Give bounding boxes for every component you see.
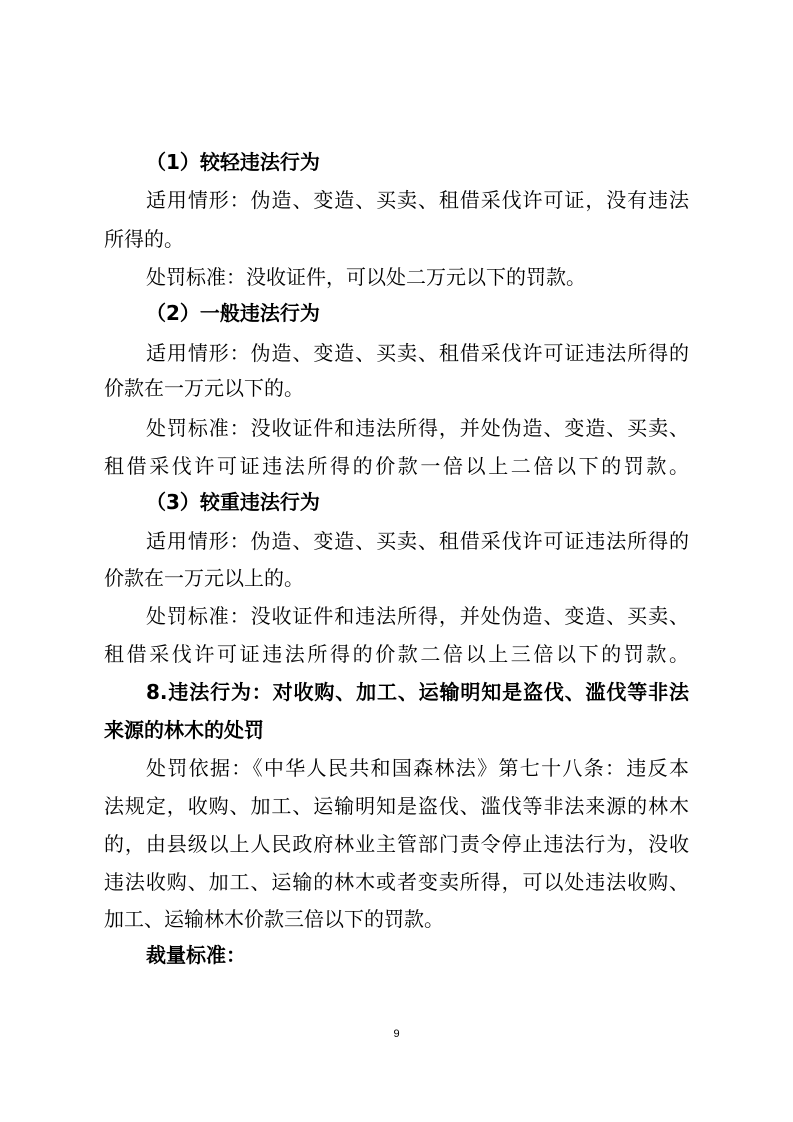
section-heading-8: 8.违法行为：对收购、加工、运输明知是盗伐、滥伐等非法 xyxy=(146,680,689,704)
paragraph-line: 违法收购、加工、运输的林木或者变卖所得，可以处违法收购、 xyxy=(104,870,689,894)
paragraph-line: 处罚标准：没收证件，可以处二万元以下的罚款。 xyxy=(146,265,586,289)
page-number: 9 xyxy=(393,1028,400,1040)
paragraph-line: 适用情形：伪造、变造、买卖、租借采伐许可证，没有违法 xyxy=(146,188,689,212)
heading-serious-violation: （3）较重违法行为 xyxy=(146,490,320,514)
paragraph-line: 处罚标准：没收证件和违法所得，并处伪造、变造、买卖、 xyxy=(146,604,689,628)
paragraph-line: 适用情形：伪造、变造、买卖、租借采伐许可证违法所得的 xyxy=(146,341,689,365)
paragraph-line: 加工、运输林木价款三倍以下的罚款。 xyxy=(104,907,444,931)
paragraph-line: 租借采伐许可证违法所得的价款二倍以上三倍以下的罚款。 xyxy=(104,642,689,666)
heading-general-violation: （2）一般违法行为 xyxy=(146,301,320,325)
paragraph-line: 所得的。 xyxy=(104,227,184,251)
paragraph-line: 价款在一万元以下的。 xyxy=(104,376,304,400)
paragraph-line: 租借采伐许可证违法所得的价款一倍以上二倍以下的罚款。 xyxy=(104,454,689,478)
section-heading-8-continued: 来源的林木的处罚 xyxy=(104,718,264,742)
paragraph-line: 价款在一万元以上的。 xyxy=(104,566,304,590)
heading-discretion-standard: 裁量标准： xyxy=(146,943,246,967)
paragraph-line: 处罚依据：《中华人民共和国森林法》第七十八条：违反本 xyxy=(146,756,689,780)
paragraph-line: 适用情形：伪造、变造、买卖、租借采伐许可证违法所得的 xyxy=(146,529,689,553)
paragraph-line: 处罚标准：没收证件和违法所得，并处伪造、变造、买卖、 xyxy=(146,416,689,440)
paragraph-line: 法规定，收购、加工、运输明知是盗伐、滥伐等非法来源的林木 xyxy=(104,794,689,818)
heading-lighter-violation: （1）较轻违法行为 xyxy=(146,150,320,174)
paragraph-line: 的，由县级以上人民政府林业主管部门责令停止违法行为，没收 xyxy=(104,832,689,856)
